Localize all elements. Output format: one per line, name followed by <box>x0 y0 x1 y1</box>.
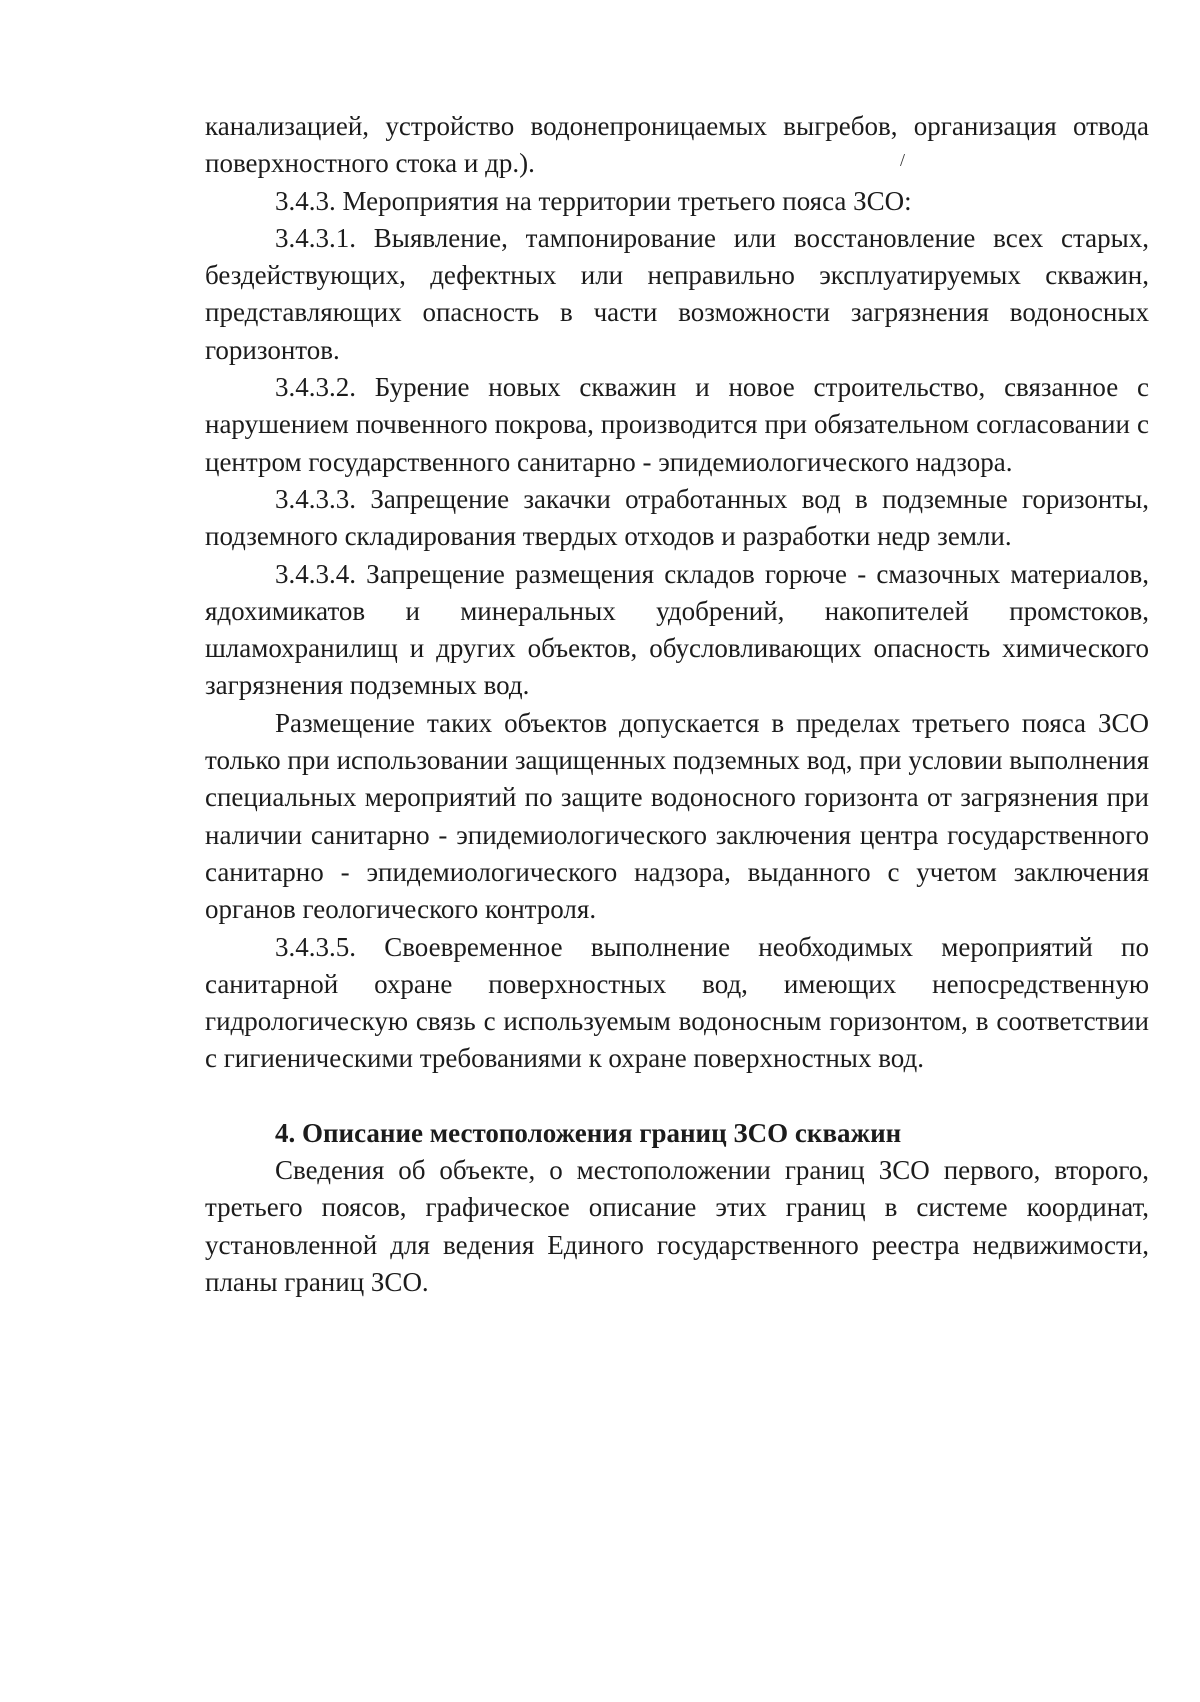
paragraph-continuation: канализацией, устройство водонепроницаемых выгребов, организация отвода поверхностного стока и др.). <box>205 111 1149 179</box>
paragraph-placement-conditions: Размещение таких объектов допускается в пределах третьего пояса ЗСО только при использовании защищенных подземных вод, при условии выполнения специальных мероприятий по защите водоносного горизонта от загрязнения при наличии санитарно - эпидемиологического заключения центра государственного санитарно - эпидемиологического надзора, выданного с учетом заключения органов геологического контроля. <box>205 707 1149 925</box>
pen-mark: / <box>900 150 906 170</box>
section-heading: 4. Описание местоположения границ ЗСО скважин <box>275 1117 902 1148</box>
section-paragraph: Сведения об объекте, о местоположении границ ЗСО первого, второго, третьего поясов, графическое описание этих границ в системе координат, установленной для ведения Единого государственного реестра недвижимости, планы границ ЗСО. <box>205 1155 1149 1297</box>
paragraph-3-4-3-2: 3.4.3.2. Бурение новых скважин и новое строительство, связанное с нарушением почвенного покрова, производится при обязательном согласовании с центром государственного санитарно - эпидемиологического надзора. <box>205 372 1149 477</box>
paragraph-3-4-3: 3.4.3. Мероприятия на территории третьего пояса ЗСО: <box>275 185 912 216</box>
paragraph-3-4-3-4: 3.4.3.4. Запрещение размещения складов горюче - смазочных материалов, ядохимикатов и минеральных удобрений, накопителей промстоков, шламохранилищ и других объектов, обусловливающих опасность химического загрязнения подземных вод. <box>205 558 1149 701</box>
paragraph-3-4-3-3: 3.4.3.3. Запрещение закачки отработанных вод в подземные горизонты, подземного складирования твердых отходов и разработки недр земли. <box>205 483 1149 552</box>
paragraph-3-4-3-1: 3.4.3.1. Выявление, тампонирование или восстановление всех старых, бездействующих, дефектных или неправильно эксплуатируемых скважин, представляющих опасность в части возможности загрязнения водоносных горизонтов. <box>205 222 1149 365</box>
paragraph-3-4-3-5: 3.4.3.5. Своевременное выполнение необходимых мероприятий по санитарной охране поверхностных вод, имеющих непосредственную гидрологическую связь с используемым водоносным горизонтом, в соответствии с гигиеническими требованиями к охране поверхностных вод. <box>205 931 1149 1074</box>
document-body <box>205 108 1149 1301</box>
